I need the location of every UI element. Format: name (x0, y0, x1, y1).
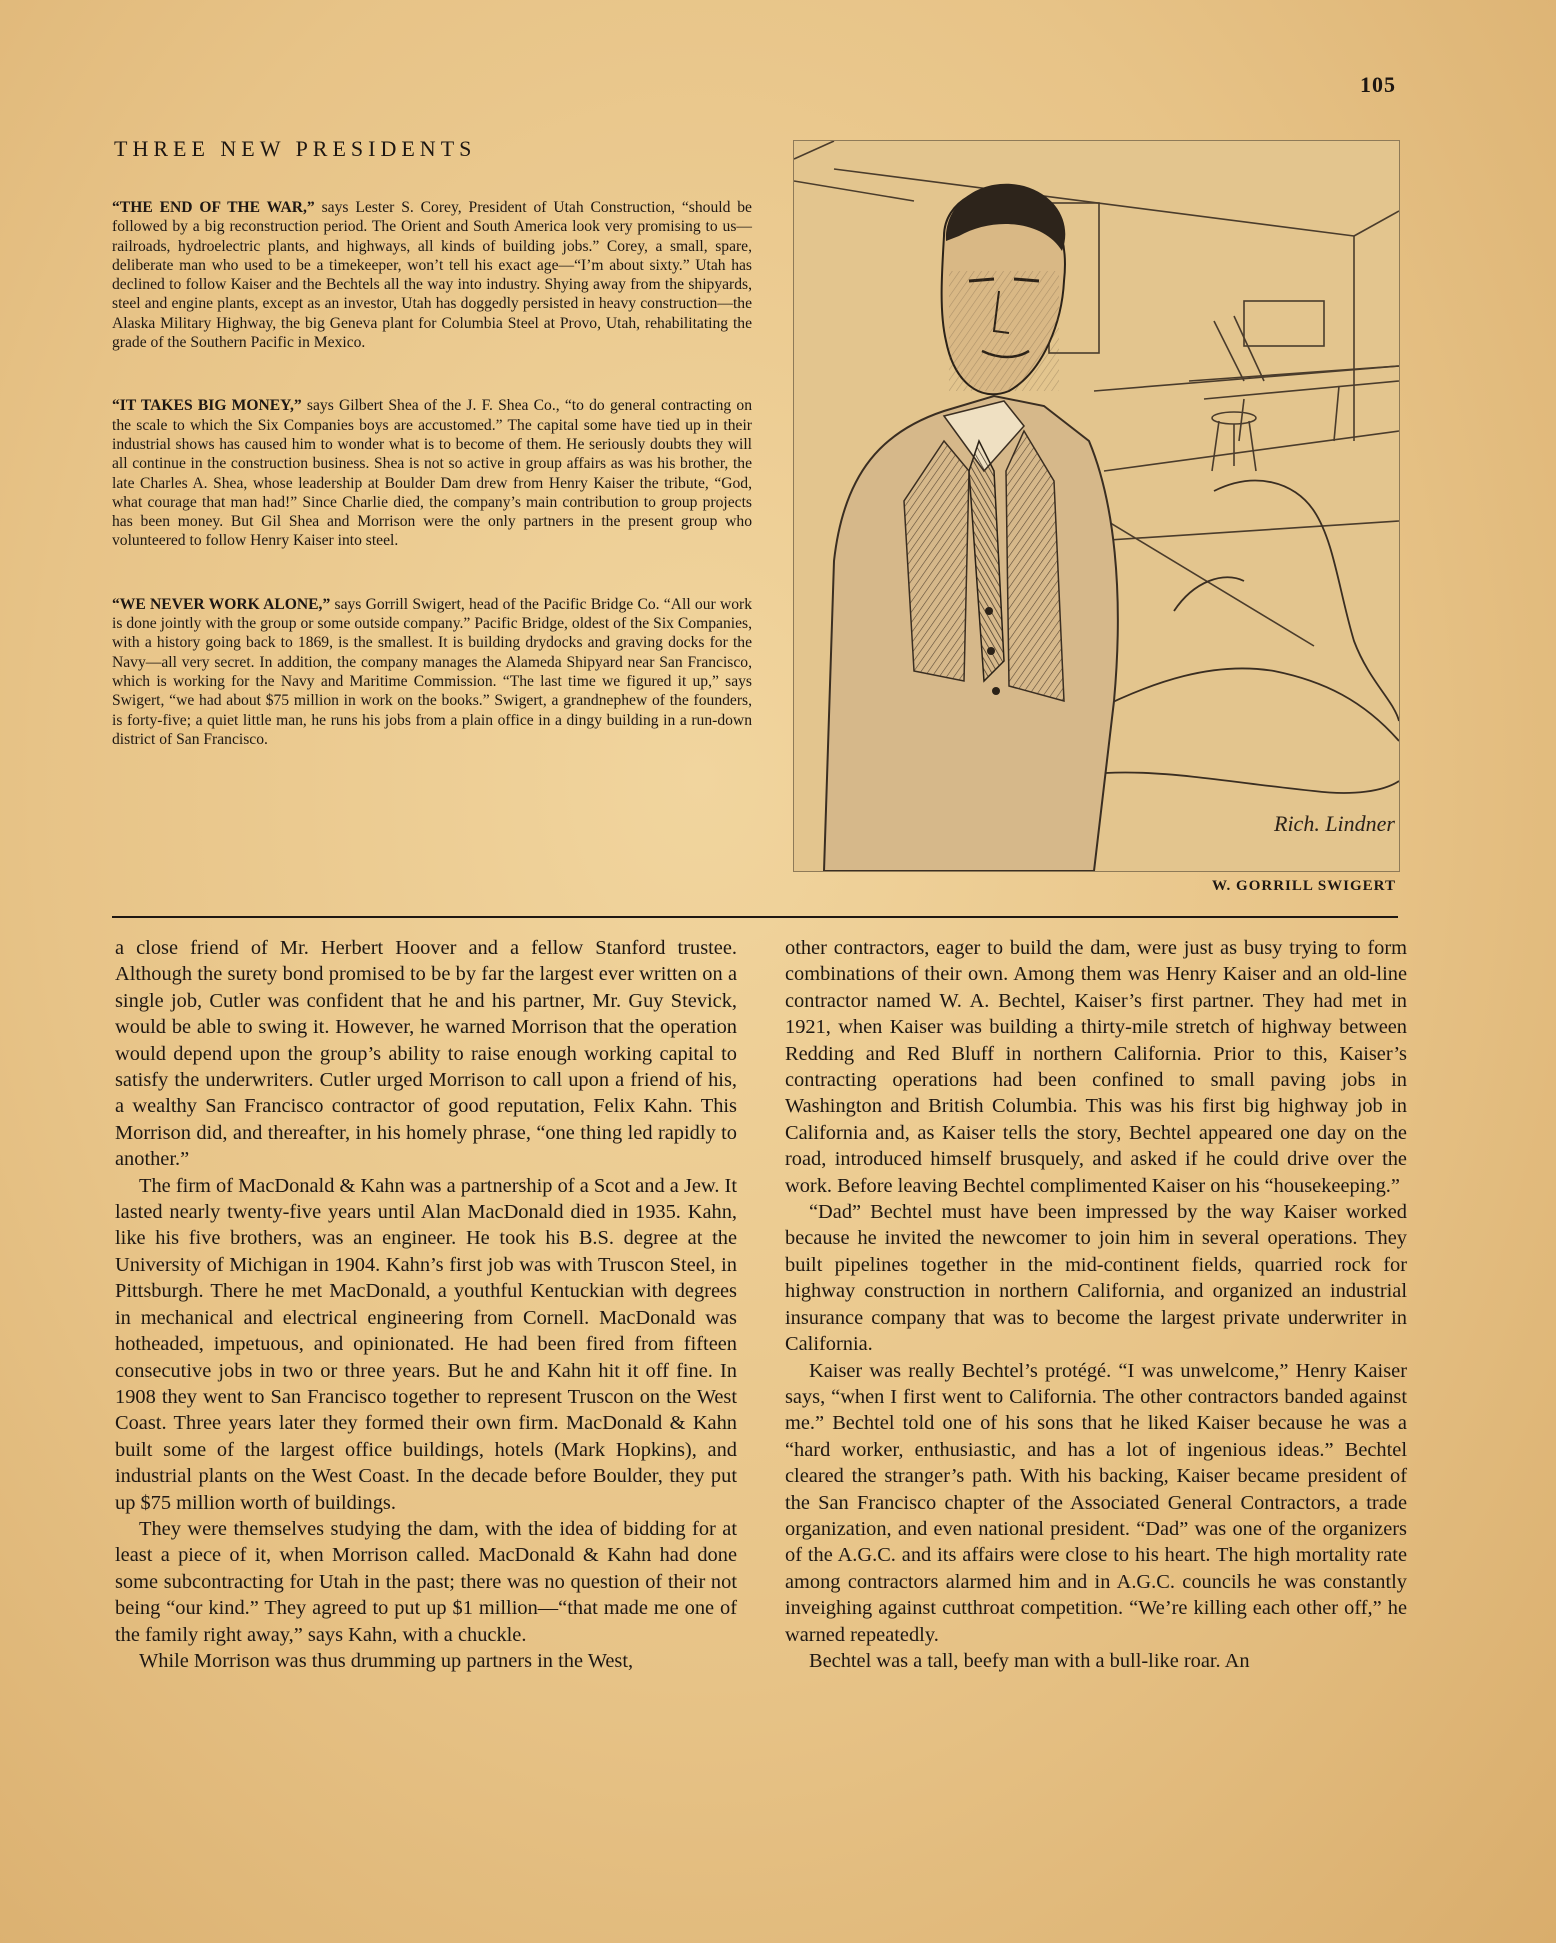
brief-lead: “THE END OF THE WAR,” (112, 199, 315, 216)
body-paragraph: a close friend of Mr. Herbert Hoover and a fellow Stanford trustee. Although the surety bond promised to be by far the largest ever written on a single job, Cutler was confident that he and his partner, Mr. Guy Stevick, would be able to swing it. However, he warned Morrison that the operation would depend upon the group’s ability to raise enough working capital to satisfy the underwriters. Cutler urged Morrison to call upon a friend of his, a wealthy San Francisco contractor of good reputation, Felix Kahn. This Morrison did, and thereafter, in his homely phrase, “one thing led rapidly to another.” (115, 937, 737, 1171)
artist-signature: Rich. Lindner (1274, 811, 1395, 836)
brief-text: says Lester S. Corey, President of Utah Construction, “should be followed by a big reconstruction period. The Orient and South America look very promising to us—railroads, hydroelectric plants, and highways, all kinds of building jobs.” Corey, a small, spare, deliberate man who used to be a timekeeper, won’t tell his exact age—“I’m about sixty.” Utah has declined to follow Kaiser and the Bechtels all the way into industry. Shying away from the shipyards, steel and engine plants, except as an investor, Utah has doggedly persisted in heavy construction—the Alaska Military Highway, the big Geneva plant for Columbia Steel at Provo, Utah, rehabilitating the grade of the Southern Pacific in Mexico. (112, 199, 752, 352)
page-number: 105 (1360, 72, 1396, 97)
brief-swigert (112, 595, 752, 749)
section-divider (112, 916, 1398, 918)
brief-lead: “IT TAKES BIG MONEY,” (112, 397, 302, 415)
body-paragraph: Bechtel was a tall, beefy man with a bull-like roar. An (809, 1649, 1250, 1672)
body-paragraph: They were themselves studying the dam, with the idea of bidding for at least a piece of it, when Morrison called. MacDonald & Kahn had done some subcontracting for Utah in the past; there was no question of their not being “our kind.” They agreed to put up $1 million—“that made me one of the family right away,” says Kahn, with a chuckle. (115, 1517, 737, 1646)
brief-text: says Gorrill Swigert, head of the Pacific Bridge Co. “All our work is done jointly with the group or some outside company.” Pacific Bridge, oldest of the Six Companies, with a history going back to 1869, is the smallest. It is building drydocks and graving docks for the Navy—all very secret. In addition, the company manages the Alameda Shipyard near San Francisco, which is working for the Navy and Maritime Commission. “The last time we figured it up,” says Swigert, “we had about $75 million in work on the books.” Swigert, a grandnephew of the founders, is forty-five; a quiet little man, he runs his jobs from a plain office in a dingy building in a run-down district of San Francisco. (112, 595, 752, 748)
body-paragraph: “Dad” Bechtel must have been impressed by the way Kaiser worked because he invited the newcomer to join him in several operations. They built pipelines together in the mid-continent fields, quarried rock for highway construction in northern California, and organized an industrial insurance company that was to become the largest private underwriter in California. (785, 1201, 1407, 1356)
portrait-illustration (793, 140, 1400, 872)
body-paragraph: The firm of MacDonald & Kahn was a partnership of a Scot and a Jew. It lasted nearly twenty-five years until Alan MacDonald died in 1935. Kahn, like his five brothers, was an engineer. He took his B.S. degree at the University of Michigan in 1904. Kahn’s first job was with Truscon Steel, in Pittsburgh. There he met MacDonald, a youthful Kentuckian with degrees in mechanical and electrical engineering from Cornell. MacDonald was hotheaded, impetuous, and opinionated. He had been fired from fifteen consecutive jobs in two or three years. But he and Kahn hit it off fine. In 1908 they went to San Francisco together to represent Truscon on the West Coast. Three years later they formed their own firm. MacDonald & Kahn built some of the largest office buildings, hotels (Mark Hopkins), and industrial plants on the West Coast. In the decade before Boulder, they put up $75 million worth of buildings. (115, 1174, 737, 1514)
president-briefs (112, 198, 752, 793)
body-column-right (785, 935, 1407, 1674)
body-column-left (115, 935, 737, 1674)
body-paragraph: While Morrison was thus drumming up partners in the West, (139, 1649, 634, 1672)
body-paragraph: other contractors, eager to build the dam, were just as busy trying to form combinations of their own. Among them was Henry Kaiser and an old-line contractor named W. A. Bechtel, Kaiser’s first partner. They had met in 1921, when Kaiser was building a thirty-mile stretch of highway between Redding and Red Bluff in northern California. Prior to this, Kaiser’s contracting operations had been confined to small paving jobs in Washington and British Columbia. This was his first big highway job in California and, as Kaiser tells the story, Bechtel appeared one day on the road, introduced himself brusquely, and asked if he could drive over the work. Before leaving Bechtel complimented Kaiser on his “housekeeping.” (785, 937, 1407, 1197)
section-heading: THREE NEW PRESIDENTS (114, 136, 477, 161)
brief-text: says Gilbert Shea of the J. F. Shea Co., “to do general contracting on the scale to which the Six Companies boys are accustomed.” The capital some have tied up in their industrial shows has caused him to wonder what is to become of them. He seriously doubts they will all continue in the construction business. Shea is not so active in group affairs as was his brother, the late Charles A. Shea, whose leadership at Boulder Dam drew from Henry Kaiser the tribute, “God, what courage that man had!” Since Charlie died, the company’s main contribution to group projects has been money. But Gil Shea and Morrison were the only partners in the present group who volunteered to follow Henry Kaiser into steel. (112, 397, 752, 550)
portrait-drawing (794, 141, 1399, 871)
brief-corey (112, 198, 752, 352)
body-paragraph: Kaiser was really Bechtel’s protégé. “I was unwelcome,” Henry Kaiser says, “when I first went to California. The other contractors banded against me.” Bechtel told one of his sons that he liked Kaiser because he was a “hard worker, enthusiastic, and has a lot of ingenious ideas.” Bechtel cleared the stranger’s path. With his backing, Kaiser became president of the San Francisco chapter of the Associated General Contractors, a trade organization, and even national president. “Dad” was one of the organizers of the A.G.C. and its affairs were close to his heart. The high mortality rate among contractors alarmed him and in A.G.C. councils he was constantly inveighing against cutthroat competition. “We’re killing each other off,” he warned repeatedly. (785, 1359, 1407, 1646)
brief-shea (112, 396, 752, 550)
portrait-caption: W. GORRILL SWIGERT (1211, 878, 1396, 894)
brief-lead: “WE NEVER WORK ALONE,” (112, 595, 331, 613)
